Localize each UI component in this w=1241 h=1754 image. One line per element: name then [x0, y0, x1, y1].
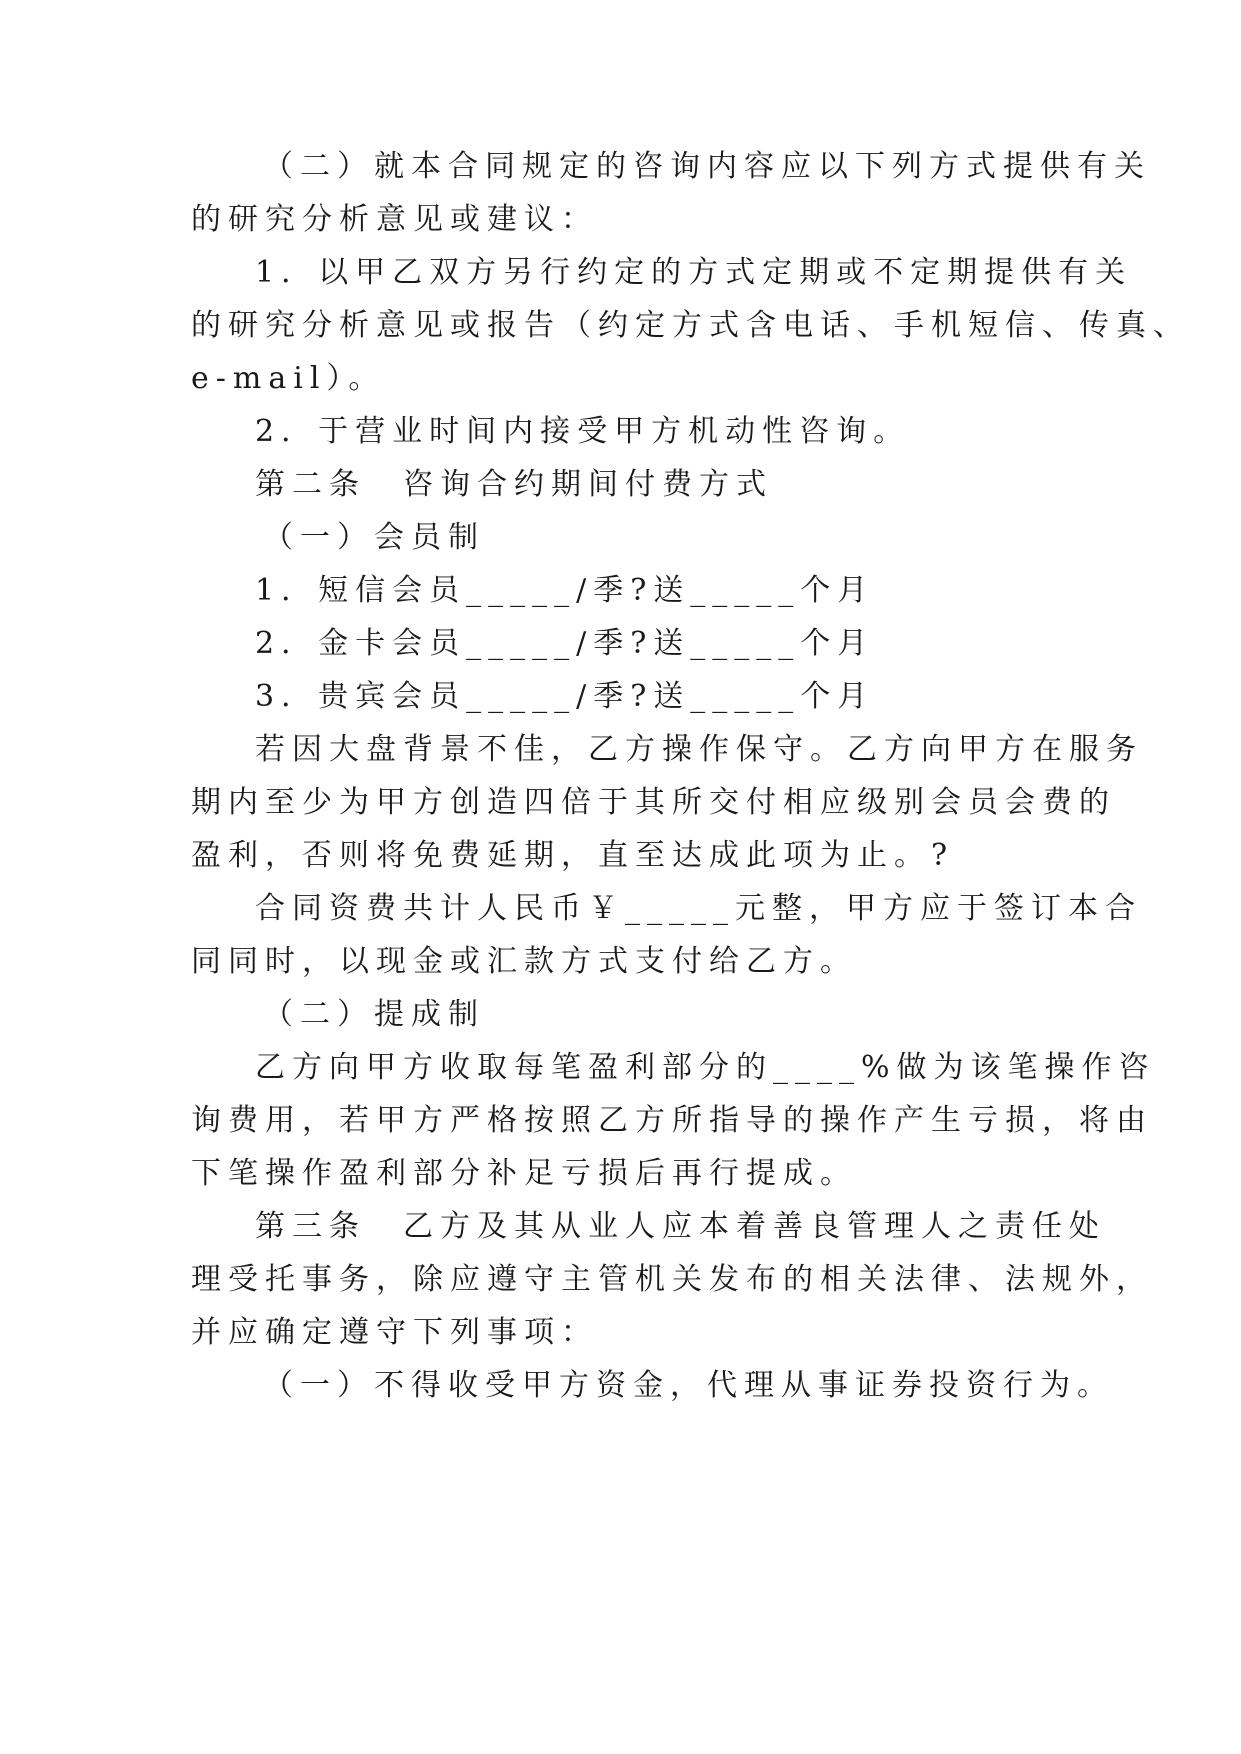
- paragraph-line: （一）不得收受甲方资金，代理从事证券投资行为。: [263, 1368, 1114, 1403]
- paragraph-line: 1．以甲乙双方另行约定的方式定期或不定期提供有关: [255, 255, 1133, 290]
- subsection-heading: （二）提成制: [263, 997, 485, 1032]
- list-item: 1．短信会员_____/季?送_____个月: [255, 573, 875, 608]
- section-heading: 第三条 乙方及其从业人应本着善良管理人之责任处: [255, 1209, 1106, 1244]
- subsection-heading: （一）会员制: [263, 520, 485, 555]
- paragraph-line: 合同资费共计人民币￥_____元整，甲方应于签订本合: [255, 891, 1142, 926]
- list-item: 3．贵宾会员_____/季?送_____个月: [255, 679, 875, 714]
- paragraph-line: 理受托事务，除应遵守主管机关发布的相关法律、法规外，: [191, 1262, 1153, 1297]
- paragraph-line: 乙方向甲方收取每笔盈利部分的____%做为该笔操作咨: [255, 1050, 1156, 1085]
- paragraph-line: 盈利，否则将免费延期，直至达成此项为止。?: [191, 838, 955, 873]
- paragraph-line: 的研究分析意见或建议：: [191, 202, 598, 237]
- paragraph-line: 下笔操作盈利部分补足亏损后再行提成。: [191, 1156, 857, 1191]
- paragraph-line: 若因大盘背景不佳，乙方操作保守。乙方向甲方在服务: [255, 732, 1143, 767]
- list-item: 2．金卡会员_____/季?送_____个月: [255, 626, 875, 661]
- paragraph-line: e-mail）。: [191, 361, 386, 396]
- paragraph-line: 2．于营业时间内接受甲方机动性咨询。: [255, 414, 911, 449]
- paragraph-line: 期内至少为甲方创造四倍于其所交付相应级别会员会费的: [191, 785, 1116, 820]
- paragraph-line: 询费用，若甲方严格按照乙方所指导的操作产生亏损，将由: [191, 1103, 1153, 1138]
- paragraph-line: 同同时，以现金或汇款方式支付给乙方。: [191, 944, 857, 979]
- paragraph-line: （二）就本合同规定的咨询内容应以下列方式提供有关: [263, 149, 1151, 184]
- paragraph-line: 的研究分析意见或报告（约定方式含电话、手机短信、传真、: [191, 308, 1190, 343]
- section-heading: 第二条 咨询合约期间付费方式: [255, 467, 773, 502]
- paragraph-line: 并应确定遵守下列事项：: [191, 1315, 598, 1350]
